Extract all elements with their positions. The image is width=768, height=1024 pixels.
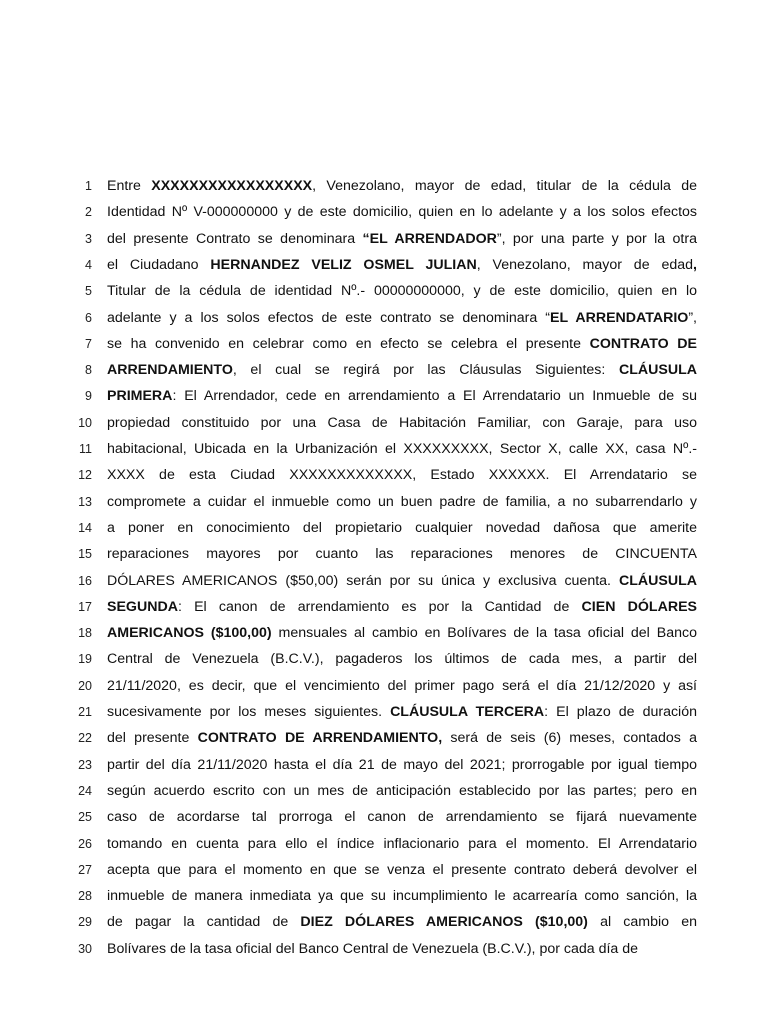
text-segment: del presente Contrato se denominara [107, 230, 363, 247]
line-text [107, 199, 697, 225]
line-number: 14 [78, 520, 92, 535]
line-text [107, 620, 697, 646]
text-segment: sucesivamente por los meses siguientes. [107, 704, 391, 720]
line-number: 6 [85, 310, 92, 325]
text-segment: al cambio en [587, 914, 697, 931]
text-segment: partir del día 21/11/2020 hasta el día 21 de mayo del 2021; prorrogable por igual tiempo [107, 756, 697, 773]
line-number: 23 [78, 757, 92, 772]
line-text [107, 646, 697, 672]
text-segment: el Ciudadano [107, 256, 211, 273]
contract-line [0, 226, 768, 252]
contract-line [0, 673, 768, 699]
line-text [107, 857, 697, 883]
contract-line [0, 515, 768, 541]
line-number: 10 [78, 415, 92, 430]
text-segment: será de seis (6) meses, contados a [442, 730, 697, 747]
text-segment: ”, [688, 309, 697, 326]
line-text [107, 410, 697, 436]
bold-text-segment: , [693, 256, 697, 273]
bold-text-segment: CLÁUSULA [618, 572, 697, 589]
contract-line [0, 252, 768, 278]
contract-line [0, 357, 768, 383]
line-number: 29 [78, 915, 92, 930]
line-number: 7 [85, 336, 92, 351]
contract-line [0, 778, 768, 804]
text-segment: Titular de la cédula de identidad Nº.- 00000000000, y de este domicilio, quien en lo [107, 283, 697, 300]
bold-text-segment: SEGUNDA [107, 598, 178, 615]
contract-line [0, 305, 768, 331]
contract-line [0, 278, 768, 304]
line-number: 18 [78, 626, 92, 641]
line-text [107, 357, 697, 383]
text-segment: Central de Venezuela (B.C.V.), pagaderos los últimos de cada mes, a partir del [107, 651, 697, 668]
line-text [107, 252, 697, 278]
line-text [107, 541, 697, 567]
line-number: 20 [78, 678, 92, 693]
line-number: 26 [78, 836, 92, 851]
text-segment: Identidad Nº V-000000000 y de este domicilio, quien en lo adelante y a los solos efectos [107, 204, 697, 221]
contract-line [0, 541, 768, 567]
line-number: 9 [85, 389, 92, 404]
text-segment: DÓLARES AMERICANOS ($50,00) serán por su única y exclusiva cuenta. [107, 572, 619, 589]
text-segment: XXXX de esta Ciudad XXXXXXXXXXXXX, Estado XXXXXX. El Arrendatario se [107, 467, 697, 484]
contract-line [0, 857, 768, 883]
text-segment: se ha convenido en celebrar como en efecto se celebra el presente [107, 335, 590, 352]
text-segment: de pagar la cantidad de [107, 914, 301, 931]
line-number: 4 [85, 257, 92, 272]
text-segment: inmueble de manera inmediata ya que su incumplimiento le acarrearía como sanción, la [107, 888, 697, 905]
line-number: 13 [78, 494, 92, 509]
text-segment: del presente [107, 730, 198, 747]
contract-line [0, 620, 768, 646]
text-segment: mensuales al cambio en Bolívares de la tasa oficial del Banco [271, 625, 697, 642]
line-text [107, 383, 697, 409]
contract-line [0, 410, 768, 436]
line-number: 8 [85, 363, 92, 378]
bold-text-segment: CLÁUSULA [618, 362, 697, 379]
line-text [107, 305, 697, 331]
text-segment: según acuerdo escrito con un mes de anticipación establecido por las partes; pero en [107, 782, 697, 799]
line-text [107, 831, 697, 857]
contract-line [0, 831, 768, 857]
line-text [107, 804, 697, 830]
line-number: 2 [85, 205, 92, 220]
line-number: 5 [85, 284, 92, 299]
contract-line [0, 725, 768, 751]
contract-line [0, 331, 768, 357]
text-segment: , el cual se regirá por las Cláusulas Siguientes: [232, 362, 619, 379]
line-number: 22 [78, 731, 92, 746]
contract-line [0, 909, 768, 935]
bold-text-segment: XXXXXXXXXXXXXXXXX [151, 178, 313, 194]
text-segment: adelante y a los solos efectos de este contrato se denominara “ [107, 309, 550, 326]
line-text [107, 515, 697, 541]
line-text [107, 278, 697, 304]
line-number: 15 [78, 547, 92, 562]
line-text [107, 778, 697, 804]
line-text [107, 462, 697, 488]
line-number: 12 [78, 468, 92, 483]
contract-line [0, 199, 768, 225]
line-text [107, 673, 697, 699]
line-number: 28 [78, 889, 92, 904]
text-segment: habitacional, Ubicada en la Urbanización el XXXXXXXXX, Sector X, calle XX, casa Nº.- [107, 441, 697, 457]
bold-text-segment: CONTRATO DE [589, 335, 697, 352]
line-text [107, 909, 697, 935]
line-text [107, 883, 697, 909]
text-segment: reparaciones mayores por cuanto las reparaciones menores de CINCUENTA [107, 546, 697, 563]
contract-line [0, 883, 768, 909]
text-segment: , Venezolano, mayor de edad [476, 256, 694, 273]
text-segment: Entre [107, 178, 152, 194]
bold-text-segment: CONTRATO DE ARRENDAMIENTO, [197, 730, 443, 747]
bold-text-segment: “EL ARRENDADOR [362, 230, 497, 247]
text-segment: : El canon de arrendamiento es por la Cantidad de [177, 598, 582, 615]
bold-text-segment: AMERICANOS ($100,00) [107, 625, 272, 642]
line-text [107, 594, 697, 620]
line-text [107, 489, 697, 515]
contract-line [0, 568, 768, 594]
line-number: 24 [78, 783, 92, 798]
text-segment: acepta que para el momento en que se venza el presente contrato deberá devolver el [107, 861, 697, 878]
line-text [107, 226, 697, 252]
line-number: 11 [79, 442, 92, 456]
bold-text-segment: HERNANDEZ VELIZ OSMEL JULIAN [210, 256, 477, 273]
contract-line [0, 936, 768, 962]
bold-text-segment: CLÁUSULA TERCERA [390, 704, 545, 720]
line-text [107, 699, 697, 725]
line-number: 16 [78, 573, 92, 588]
contract-line [0, 383, 768, 409]
contract-line [0, 594, 768, 620]
text-segment: : El plazo de duración [544, 704, 697, 720]
contract-line [0, 804, 768, 830]
contract-line [0, 462, 768, 488]
contract-line [0, 646, 768, 672]
bold-text-segment: PRIMERA [107, 388, 173, 405]
text-segment: Bolívares de la tasa oficial del Banco Central de Venezuela (B.C.V.), por cada día de [107, 940, 639, 957]
line-number: 17 [78, 599, 92, 614]
line-number: 3 [85, 231, 92, 246]
line-number: 30 [78, 941, 92, 956]
contract-line [0, 699, 768, 725]
contract-line [0, 173, 768, 199]
text-segment: propiedad constituido por una Casa de Habitación Familiar, con Garaje, para uso [107, 414, 697, 431]
text-segment: 21/11/2020, es decir, que el vencimiento del primer pago será el día 21/12/2020 y así [107, 677, 697, 694]
line-text [107, 725, 697, 751]
contract-line [0, 489, 768, 515]
contract-line [0, 752, 768, 778]
line-number: 25 [78, 810, 92, 825]
contract-line [0, 436, 768, 462]
text-segment: a poner en conocimiento del propietario cualquier novedad dañosa que amerite [107, 519, 697, 536]
line-number: 21 [78, 705, 92, 719]
text-segment: tomando en cuenta para ello el índice inflacionario para el momento. El Arrendatario [107, 835, 697, 852]
text-segment: : El Arrendador, cede en arrendamiento a El Arrendatario un Inmueble de su [172, 388, 697, 405]
line-number: 19 [78, 652, 92, 667]
text-segment: ”, por una parte y por la otra [496, 230, 697, 247]
line-text [107, 568, 697, 594]
bold-text-segment: DIEZ DÓLARES AMERICANOS ($10,00) [300, 914, 588, 931]
bold-text-segment: EL ARRENDATARIO [550, 309, 689, 326]
line-number: 1 [85, 179, 92, 193]
line-number: 27 [78, 862, 92, 877]
line-text [107, 752, 697, 778]
line-text [107, 936, 697, 962]
text-segment: caso de acordarse tal prorroga el canon de arrendamiento se fijará nuevamente [107, 809, 697, 826]
bold-text-segment: CIEN DÓLARES [581, 598, 698, 615]
line-text [107, 331, 697, 357]
bold-text-segment: ARRENDAMIENTO [107, 362, 233, 379]
text-segment: , Venezolano, mayor de edad, titular de la cédula de [312, 178, 697, 194]
text-segment: compromete a cuidar el inmueble como un buen padre de familia, a no subarrendarlo y [107, 493, 697, 510]
line-text [107, 173, 697, 199]
line-text [107, 436, 697, 462]
